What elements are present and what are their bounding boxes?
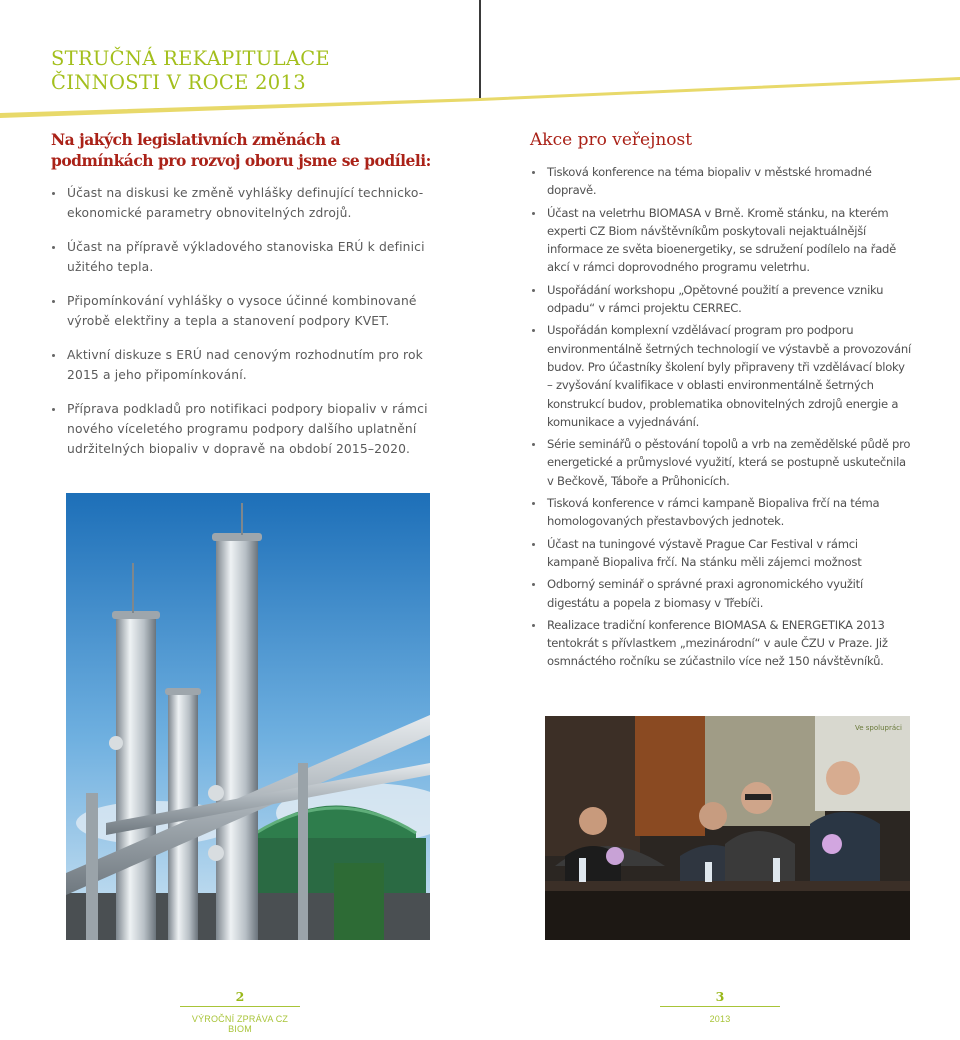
list-item: Série seminářů o pěstování topolů a vrb na zemědělské půdě pro energetické a průmyslové využití, která se postupně uskutečnila v Bečkově, Táboře a Průhonicích. xyxy=(530,435,913,490)
legislation-list xyxy=(50,183,440,473)
list-item: Tisková konference v rámci kampaně Biopaliva frčí na téma homologovaných přestavbových jednotek. xyxy=(530,494,913,531)
list-item: Uspořádán komplexní vzdělávací program pro podporu environmentálně šetrných technologií ve výstavbě a provozování budov. Pro účastníky školení byly připraveny tři vzdělávací bloky – zvyšování kvalifikace v oblasti environmentálně šetrných konstrukcí budov, problematika obnovitelných zdrojů energie a komunikace a vyjednávání. xyxy=(530,321,913,431)
footer-rule xyxy=(660,1006,780,1007)
list-item: Aktivní diskuze s ERÚ nad cenovým rozhodnutím pro rok 2015 a jeho připomínkování. xyxy=(50,345,440,385)
list-item: Příprava podkladů pro notifikaci podpory biopaliv v rámci nového víceletého programu podpory dalšího uplatnění udržitelných biopaliv v dopravě na období 2015–2020. xyxy=(50,399,440,459)
footer-label: 2013 xyxy=(709,1014,731,1024)
list-item: Účast na přípravě výkladového stanoviska ERÚ k definici užitého tepla. xyxy=(50,237,440,277)
section-heading xyxy=(51,47,330,95)
footer-rule xyxy=(180,1006,300,1007)
section-heading-line-2: ČINNOSTI V ROCE 2013 xyxy=(51,71,306,94)
public-events-heading: Akce pro veřejnost xyxy=(530,130,693,150)
list-item: Účast na veletrhu BIOMASA v Brně. Kromě stánku, na kterém experti CZ Biom návštěvníkům poskytovali nejaktuálnější informace ze světa bioenergetiky, se sdružení podílelo na řadě akcí v rámci doprovodného programu veletrhu. xyxy=(530,204,913,277)
list-item: Realizace tradiční konference BIOMASA & ENERGETIKA 2013 tentokrát s přívlastkem „mezinárodní“ v aule ČZU v Praze. Již osmnáctého ročníku se zúčastnilo více než 150 návštěvníků. xyxy=(530,616,913,671)
legislation-heading: Na jakých legislativních změnách a podmínkách pro rozvoj oboru jsme se podíleli: xyxy=(51,130,431,170)
biogas-plant-photo xyxy=(66,493,430,940)
list-item: Uspořádání workshopu „Opětovné použití a prevence vzniku odpadu“ v rámci projektu CERREC. xyxy=(530,281,913,318)
footer-label: VÝROČNÍ ZPRÁVA CZ BIOM xyxy=(191,1014,289,1034)
public-events-list xyxy=(530,163,913,675)
conference-photo xyxy=(545,716,910,940)
list-item: Účast na diskusi ke změně vyhlášky definující technicko-ekonomické parametry obnovitelných zdrojů. xyxy=(50,183,440,223)
section-heading-line-1: STRUČNÁ REKAPITULACE xyxy=(51,47,330,70)
list-item: Účast na tuningové výstavě Prague Car Festival v rámci kampaně Biopaliva frčí. Na stánku měli zájemci možnost xyxy=(530,535,913,572)
list-item: Odborný seminář o správné praxi agronomického využití digestátu a popela z biomasy v Třebíči. xyxy=(530,575,913,612)
page-number: 2 xyxy=(235,989,245,1004)
list-item: Připomínkování vyhlášky o vysoce účinné kombinované výrobě elektřiny a tepla a stanovení podpory KVET. xyxy=(50,291,440,331)
list-item: Tisková konference na téma biopaliv v městské hromadné dopravě. xyxy=(530,163,913,200)
banner-text: Ve spolupráci xyxy=(855,724,902,732)
page-number: 3 xyxy=(715,989,725,1004)
